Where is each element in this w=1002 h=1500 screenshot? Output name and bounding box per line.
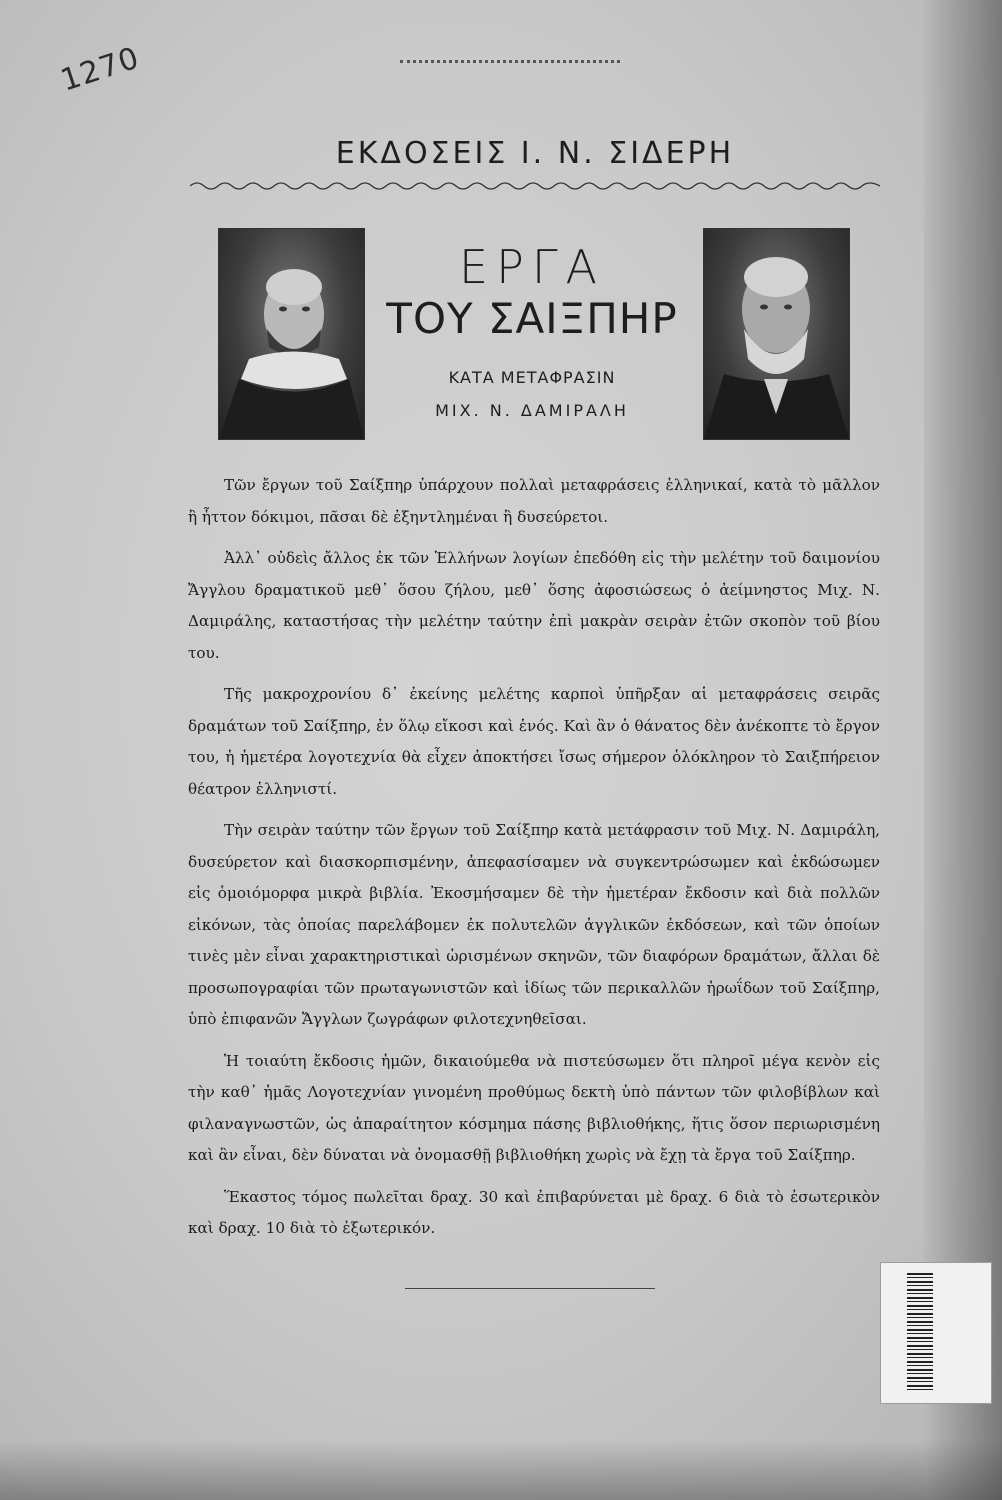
portrait-image [219,229,364,439]
portrait-image [704,229,849,439]
handwritten-inventory-mark: 1270 [56,40,144,99]
paragraph-6: Ἕκαστος τόμος πωλεῖται δραχ. 30 καὶ ἐπιβαρύνεται μὲ δραχ. 6 διὰ τὸ ἐσωτερικὸν καὶ δραχ. 10 διὰ τὸ ἐξωτερικόν. [188,1187,880,1237]
paragraph-5: Ἡ τοιαύτη ἔκδοσις ἡμῶν, δικαιούμεθα νὰ πιστεύσωμεν ὅτι πληροῖ μέγα κενὸν εἰς τὴν καθ᾽ ἡμᾶς Λογοτεχνίαν γινομένη προθύμως δεκτὴ ὑπὸ πάντων τῶν φιλοβίβλων καὶ φιλαναγνωστῶν, ὡς ἀπαραίτητον κόσμημα πάσης βιβλιοθήκης, ἥτις ὅσον περιωρισμένη καὶ ἂν εἶναι, δὲν δύναται νὰ ὀνομασθῇ βιβλιοθήκη χωρὶς νὰ ἔχῃ τὰ ἔργα τοῦ Σαίξπηρ. [188,1051,880,1164]
paragraph-4: Τὴν σειρὰν ταύτην τῶν ἔργων τοῦ Σαίξπηρ κατὰ μετάφρασιν τοῦ Μιχ. Ν. Δαμιράλη, δυσεύρετον καὶ διασκορπισμένην, ἀπεφασίσαμεν νὰ συγκεντρώσωμεν καὶ ἐκδώσωμεν εἰς ὁμοιόμορφα μικρὰ βιβλία. Ἐκοσμήσαμεν δὲ τὴν ἡμετέραν ἔκδοσιν καὶ διὰ πολλῶν εἰκόνων, τὰς ὁποίας παρελάβομεν ἐκ πολυτελῶν ἀγγλικῶν ἐκδόσεων, καὶ τῶν ὁποίων τινὲς μὲν εἶναι χαρακτηριστικαὶ ὡρισμένων σκηνῶν, τῶν διαφόρων δραμάτων, ἄλλαι δὲ προσωπογραφίαι τῶν πρωταγωνιστῶν καὶ ἰδίως τῶν περικαλλῶν ἡρωΐδων τοῦ Σαίξπηρ, ὑπὸ ἐπιφανῶν Ἄγγλων ζωγράφων φιλοτεχνηθεῖσαι. [188,821,880,1028]
paragraph-1: Τῶν ἔργων τοῦ Σαίξπηρ ὑπάρχουν πολλαὶ μεταφράσεις ἑλληνικαί, κατὰ τὸ μᾶλλον ἢ ἧττον δόκιμοι, πᾶσαι δὲ ἐξηντλημέναι ἢ δυσεύρετοι. [188,476,880,526]
title-block [372,240,692,420]
shakespeare-portrait [218,228,365,440]
paragraph-3: Τῆς μακροχρονίου δ᾽ ἐκείνης μελέτης καρποὶ ὑπῆρξαν αἱ μεταφράσεις σειρᾶς δραμάτων τοῦ Σαίξπηρ, ἐν ὅλῳ εἴκοσι καὶ ἑνός. Καὶ ἂν ὁ θάνατος δὲν ἀνέκοπτε τὸ ἔργον του, ἡ ἡμετέρα λογοτεχνία θὰ εἶχεν ἀποκτήσει ἴσως σήμερον ὁλόκληρον τὸ Σαιξπήρειον θέατρον ἑλληνιστί. [188,685,880,798]
description-text [188,470,880,1255]
title-line-2: ΤΟΥ ΣΑΙΞΠΗΡ [386,294,678,343]
page-shadow [0,1440,1002,1500]
title-line-1: ΕΡΓΑ [459,240,605,294]
wavy-divider [190,178,880,194]
translator-name: ΜΙΧ. Ν. ΔΑΜΙΡΑΛΗ [435,401,629,420]
damiralis-portrait [703,228,850,440]
translation-note: ΚΑΤΑ ΜΕΤΑΦΡΑΣΙΝ [448,368,616,387]
paragraph-2: Ἀλλ᾽ οὐδεὶς ἄλλος ἐκ τῶν Ἑλλήνων λογίων ἐπεδόθη εἰς τὴν μελέτην τοῦ δαιμονίου Ἄγγλου δραματικοῦ μεθ᾽ ὅσου ζήλου, μεθ᾽ ὅσης ἀφοσιώσεως ὁ ἀείμνηστος Μιχ. Ν. Δαμιράλης, καταστήσας τὴν μελέτην ταύτην ἐπὶ μακρὰν σειρὰν ἐτῶν σκοπὸν τοῦ βίου του. [188,549,880,662]
barcode [907,1273,933,1393]
ink-scribble [400,60,620,73]
closing-rule [405,1288,655,1289]
publisher-header: ΕΚΔΟΣΕΙΣ Ι. Ν. ΣΙΔΕΡΗ [335,136,735,171]
library-barcode-label [880,1262,992,1404]
